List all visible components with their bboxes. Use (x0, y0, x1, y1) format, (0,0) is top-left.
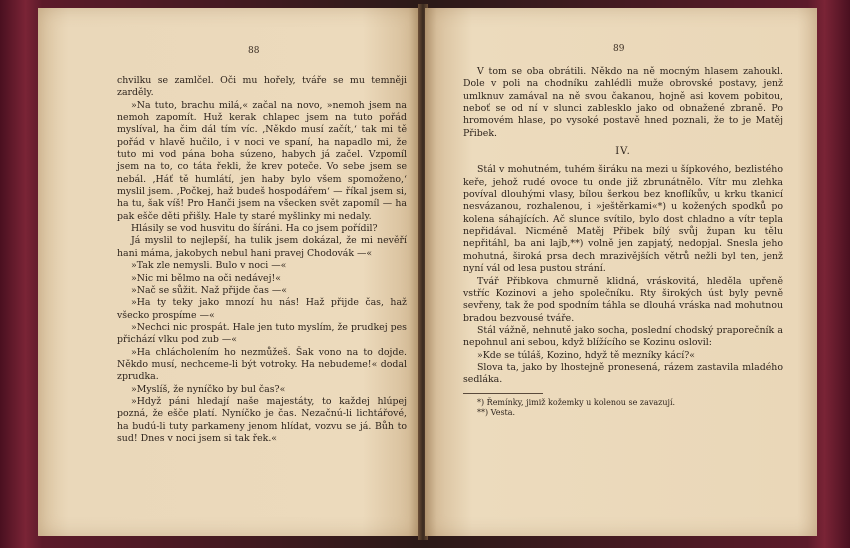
paragraph: Slova ta, jako by lhostejně pronesená, rázem zastavila mladého sedláka. (463, 361, 783, 386)
left-page-text (117, 75, 407, 445)
page-number: 89 (613, 44, 625, 54)
paragraph: »Myslíš, že nyníčko by bul čas?« (131, 383, 286, 395)
paragraph: Stál v mohutném, tuhém širáku na mezi u šípkového, bezlistého keře, jehož rudé ovoce tu onde již zbrunátnělo. Vítr mu zlehka povíval dlouhými vlasy, bílou šerkou bez knoflíkův, u krku tkanicí nesvázanou, rozhalenou, i »ještěrkami«*) u kožených spodků po kolena sáhajících. Ač slunce svítilo, bylo dost chladno a vítr tepla nepřidával. Nicméně Matěj Přibek bílý svůj župan ku tělu nepřitáhl, ba ani lajb,**) volně jen zapjatý, nedopjal. Snesla jeho mohutná, široká prsa dech mrazivějších větrů nežli byl ten, jenž nyní vál od lesa pustou strání. (463, 164, 783, 275)
paragraph: Tvář Přibkova chmurně klidná, vráskovitá, hleděla upřeně vstříc Kozinovi a jeho společníku. Rty širokých úst byly pevně sevřeny, tak že pod spodním táhla se dlouhá vráska nad mohutnou bradou bezvousé tváře. (463, 275, 783, 324)
paragraph: »Nechci nic prospát. Hale jen tuto myslím, že prudkej pes přichází vlku pod zub —« (117, 321, 407, 346)
paragraph: Já myslil to nejlepší, ha tulik jsem dokázal, že mi nevěří hani máma, jakobych nebul hani pravej Chodovák —« (117, 235, 407, 259)
page-number: 88 (248, 46, 260, 56)
paragraph: »Na tuto, brachu milá,« začal na novo, »nemoh jsem na nemoh zapomít. Huž kerak chlapec jsem na tuto pořád myslíval, ha čim dál tím víc. ‚Někdo musí začít,‘ tak mi tě pořád v hlavě hučilo, i v noci ve spaní, ha napadlo mi, že tuto mi vod pána boha súzeno, habych já začel. Vzpomíl jsem na to, co táta řekli, že krev poteče. Vo sebe jsem se nebál. ‚Háť tě humlátí, jen haby bylo všem spomoženo,‘ myslil jsem. ‚Počkej, haž budeš hospodářem‘ — říkal jsem si, ha tu, šak víš! Pro Hanči jsem na všecken svět zapomíl — ha pak ešče děti přišly. Hale ty staré myšlinky mi nedaly. (117, 99, 407, 222)
paragraph: Stál vážně, nehnutě jako socha, poslední chodský praporečník a nepohnul ani sebou, když blížícího se Kozinu oslovil: (463, 324, 783, 349)
paragraph: »Hdyž páni hledají naše majestáty, to každej hlúpej pozná, že ešče platí. Nyníčko je čas. Nezačnú-li lichtářové, ha budú-li tuty parkameny jenom hlídat, vozvu se já. Bůh to sud! Dnes v noci jsem si tak řek.« (117, 395, 407, 444)
paragraph: »Tak zle nemysli. Bulo v noci —« (131, 260, 287, 272)
paragraph: »Kde se túláš, Kozino, hdyž tě mezníky kácí?« (477, 349, 695, 361)
right-page (425, 8, 817, 536)
footnote-divider (463, 393, 543, 394)
paragraph: »Ha ty teky jako mnozí hu nás! Haž přijde čas, haž všecko prospíme —« (117, 297, 407, 321)
footnote: *) Řemínky, jimiž kožemky u kolenou se zavazují. (477, 397, 676, 407)
paragraph: V tom se oba obrátili. Někdo na ně mocným hlasem zahoukl. Dole v poli na chodníku zahlédli muže obrovské postavy, jenž umlknuv zamával na ně svou čakanou, hojně asi kovem pobitou, neboť se od ní v slunci zablesklo jako od obnažené zbraně. Po hromovém hlase, po vysoké postavě hned poznali, že to je Matěj Přibek. (463, 66, 783, 139)
chapter-heading: IV. (615, 146, 631, 158)
paragraph: »Nic mi bělmo na oči nedávej!« (131, 272, 282, 284)
right-page-text (463, 66, 783, 419)
paragraph: »Ha chlácholením ho nezmůžeš. Šak vono na to dojde. Někdo musí, nechceme-li být votroky. Ha nebudeme!« dodal zprudka. (117, 346, 407, 383)
paragraph: chvilku se zamlčel. Oči mu hořely, tváře se mu temněji zarděly. (117, 75, 407, 99)
paragraph: Hlásily se vod husvitu do šíráni. Ha co jsem pořídil? (131, 223, 378, 235)
footnote: **) Vesta. (477, 408, 516, 418)
paragraph: »Nač se sůžit. Naž přijde čas —« (131, 284, 287, 296)
left-page (38, 8, 420, 536)
